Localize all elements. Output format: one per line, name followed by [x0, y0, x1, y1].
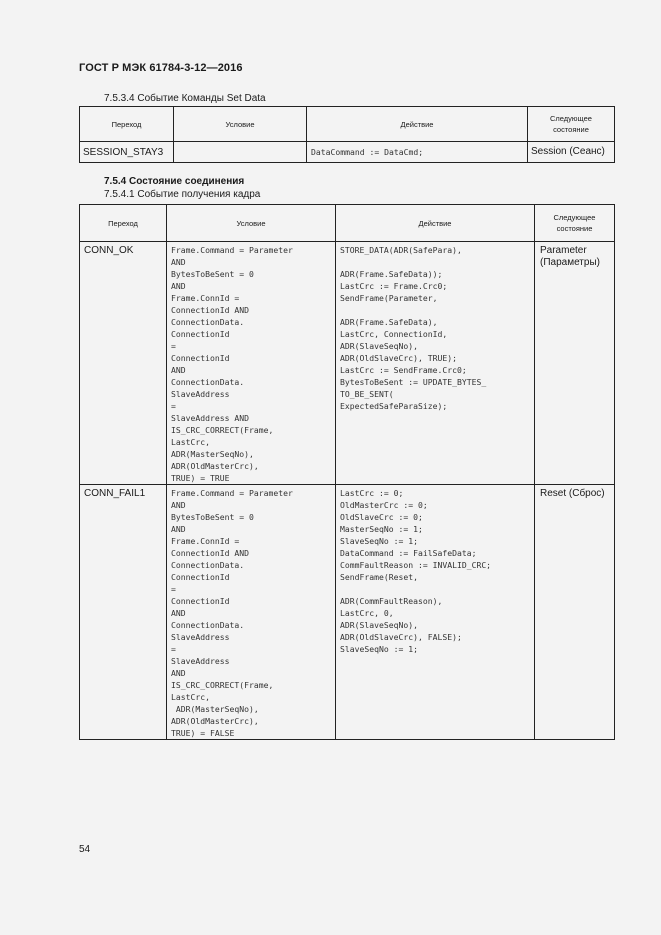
next-state-cell: Session (Сеанс) — [528, 142, 615, 163]
col-header-next-state: Следующее состояние — [528, 107, 615, 142]
table-row — [80, 485, 615, 740]
col-header-transition: Переход — [80, 205, 167, 242]
document-header: ГОСТ Р МЭК 61784-3-12—2016 — [79, 62, 243, 74]
action-cell: STORE_DATA(ADR(SafePara), ADR(Frame.SafeData)); LastCrc := Frame.Crc0; SendFrame(Parameter, ADR(Frame.SafeData), LastCrc, ConnectionId, ADR(SlaveSeqNo), ADR(OldSlaveCrc), TRUE); LastCrc := SendFrame.Crc0; BytesToBeSent := UPDATE_BYTES_ TO_BE_SENT( ExpectedSafeParaSize); — [336, 242, 535, 485]
next-state-cell: Reset (Сброс) — [535, 485, 615, 740]
col-header-next-state: Следующее состояние — [535, 205, 615, 242]
condition-cell: Frame.Command = Parameter AND BytesToBeSent = 0 AND Frame.ConnId = ConnectionId AND ConnectionData. ConnectionId = ConnectionId AND ConnectionData. SlaveAddress = SlaveAddress AND IS_CRC_CORRECT(Frame, LastCrc, ADR(MasterSeqNo), ADR(OldMasterCrc), TRUE) = FALSE — [167, 485, 336, 740]
col-header-condition: Условие — [167, 205, 336, 242]
col-header-condition: Условие — [174, 107, 307, 142]
table-header-row — [80, 205, 615, 242]
action-cell: LastCrc := 0; OldMasterCrc := 0; OldSlaveCrc := 0; MasterSeqNo := 1; SlaveSeqNo := 1; DataCommand := FailSafeData; CommFaultReason := INVALID_CRC; SendFrame(Reset, ADR(CommFaultReason), LastCrc, 0, ADR(SlaveSeqNo), ADR(OldSlaveCrc), FALSE); SlaveSeqNo := 1; — [336, 485, 535, 740]
table-row — [80, 142, 615, 163]
next-state-cell: Parameter (Параметры) — [535, 242, 615, 485]
section-7541-title: 7.5.4.1 Событие получения кадра — [104, 189, 261, 200]
set-data-event-table — [79, 106, 615, 163]
col-header-action: Действие — [336, 205, 535, 242]
transition-cell: CONN_FAIL1 — [80, 485, 167, 740]
table-row — [80, 242, 615, 485]
condition-cell — [174, 142, 307, 163]
col-header-action: Действие — [307, 107, 528, 142]
section-7534-title: 7.5.3.4 Событие Команды Set Data — [104, 93, 266, 104]
transition-cell: SESSION_STAY3 — [80, 142, 174, 163]
action-cell: DataCommand := DataCmd; — [307, 142, 528, 163]
frame-received-event-table — [79, 204, 615, 740]
col-header-transition: Переход — [80, 107, 174, 142]
transition-cell: CONN_OK — [80, 242, 167, 485]
section-754-title: 7.5.4 Состояние соединения — [104, 176, 245, 187]
table-header-row — [80, 107, 615, 142]
page-number: 54 — [79, 844, 91, 855]
condition-cell: Frame.Command = Parameter AND BytesToBeSent = 0 AND Frame.ConnId = ConnectionId AND ConnectionData. ConnectionId = ConnectionId AND ConnectionData. SlaveAddress = SlaveAddress AND IS_CRC_CORRECT(Frame, LastCrc, ADR(MasterSeqNo), ADR(OldMasterCrc), TRUE) = TRUE — [167, 242, 336, 485]
